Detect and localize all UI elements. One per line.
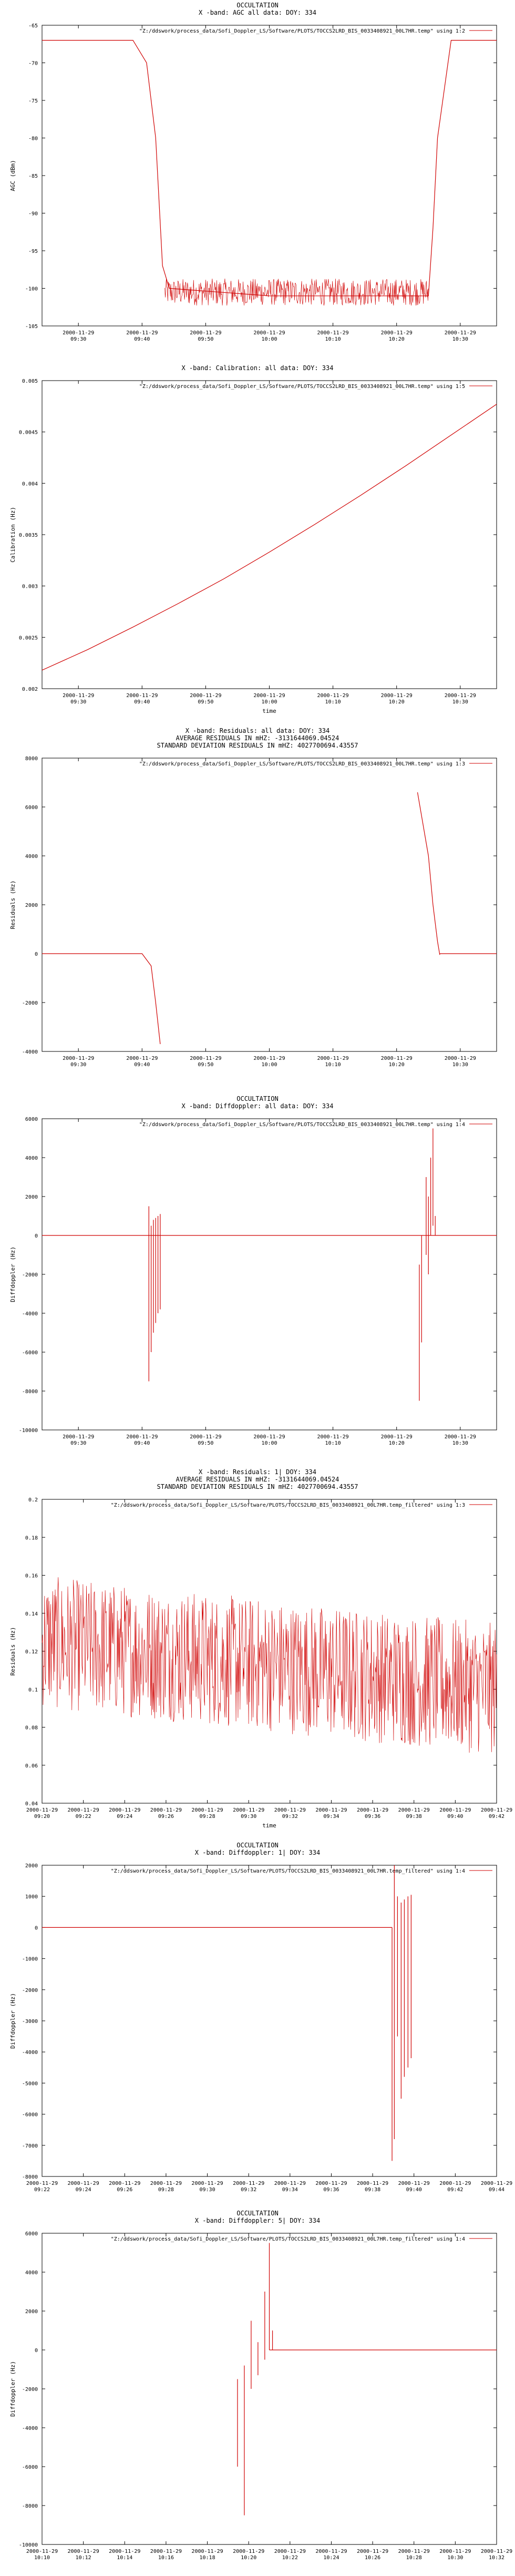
x-tick-label-time: 09:34 [323,1814,339,1819]
x-tick-label-time: 09:38 [406,1814,422,1819]
y-tick-label: 0 [34,2348,38,2354]
x-tick-label-time: 10:18 [199,2555,215,2561]
legend-label: "Z:/ddswork/process_data/Sofi_Doppler_LS/Software/PLOTS/TOCCS2LRD_BIS_0033408921_00L7HR.temp" using 1:5 [139,384,465,390]
chart-panel-6 [0,1840,515,2208]
series-segment [42,954,160,1044]
chart-title-line: X -band: Residuals: all data: DOY: 334 [185,727,330,734]
legend-label: "Z:/ddswork/process_data/Sofi_Doppler_LS/Software/PLOTS/TOCCS2LRD_BIS_0033408921_00L7HR.temp_filtered" using 1:4 [110,1868,465,1874]
y-tick-label: -100 [25,286,38,292]
x-tick-label-time: 10:30 [447,2555,464,2561]
x-tick-label-date: 2000-11-29 [63,330,95,336]
x-tick-label-time: 09:30 [70,699,87,705]
x-tick-label-date: 2000-11-29 [150,1807,182,1813]
x-tick-label-date: 2000-11-29 [356,1807,389,1813]
x-tick-label-time: 09:40 [134,336,150,342]
y-tick-label: -95 [28,249,38,254]
x-tick-label-time: 09:50 [198,1440,214,1446]
x-tick-label-time: 09:26 [158,1814,174,1819]
x-tick-label-time: 09:40 [447,1814,464,1819]
y-tick-label: 0.1 [28,1687,38,1693]
x-tick-label-date: 2000-11-29 [109,1807,141,1813]
x-tick-label-time: 09:30 [70,1062,87,1068]
x-tick-label-date: 2000-11-29 [109,2181,141,2186]
x-tick-label-date: 2000-11-29 [26,2181,58,2186]
x-tick-label-date: 2000-11-29 [253,693,285,699]
x-tick-label-date: 2000-11-29 [480,2181,513,2186]
x-tick-label-date: 2000-11-29 [150,2549,182,2554]
x-tick-label-date: 2000-11-29 [191,2549,223,2554]
y-tick-label: -10000 [18,2542,38,2548]
x-tick-label-date: 2000-11-29 [380,1056,413,1061]
chart-panel-1 [0,0,515,357]
y-tick-label: 2000 [25,1194,38,1200]
x-tick-label-time: 09:40 [134,699,150,705]
chart-title-line: X -band: Diffdoppler: 1| DOY: 334 [194,1849,321,1856]
chart-panel-7 [0,2208,515,2576]
chart-title-line: OCCULTATION [236,2,279,9]
x-tick-label-date: 2000-11-29 [63,1434,95,1440]
x-tick-label-date: 2000-11-29 [274,2181,306,2186]
y-tick-label: 0 [34,1925,38,1931]
y-tick-label: -2000 [22,1987,38,1994]
x-tick-label-time: 09:32 [282,1814,298,1819]
x-tick-label-time: 10:32 [488,2555,505,2561]
y-tick-label: 0.2 [28,1497,38,1503]
x-tick-label-time: 09:30 [70,1440,87,1446]
x-tick-label-time: 09:24 [75,2187,91,2193]
x-tick-label-time: 09:20 [34,1814,50,1819]
series-segment [417,792,439,955]
y-tick-label: 2000 [25,903,38,908]
chart-title-line: AVERAGE RESIDUALS IN mHZ: -3131644069.04524 [176,1476,339,1483]
y-axis-label: Residuals (Hz) [9,1627,16,1676]
x-tick-label-time: 09:30 [241,1814,257,1819]
x-tick-label-date: 2000-11-29 [444,1056,476,1061]
x-tick-label-date: 2000-11-29 [126,330,158,336]
x-tick-label-time: 10:20 [388,1062,405,1068]
x-tick-label-date: 2000-11-29 [315,1807,347,1813]
x-tick-label-date: 2000-11-29 [444,330,476,336]
x-tick-label-time: 09:34 [282,2187,298,2193]
series-noise [42,1577,497,1753]
x-tick-label-date: 2000-11-29 [398,1807,430,1813]
x-tick-label-time: 10:10 [325,1062,341,1068]
y-tick-label: 0.0035 [18,533,38,538]
x-tick-label-date: 2000-11-29 [480,2549,513,2554]
x-tick-label-time: 10:00 [261,1440,277,1446]
x-tick-label-time: 09:50 [198,1062,214,1068]
x-tick-label-date: 2000-11-29 [253,1434,285,1440]
x-tick-label-time: 10:10 [34,2555,50,2561]
x-tick-label-time: 10:20 [388,336,405,342]
x-tick-label-time: 09:50 [198,336,214,342]
y-axis-label: Diffdoppler (Hz) [9,1246,16,1302]
y-tick-label: 6000 [25,805,38,811]
x-tick-label-date: 2000-11-29 [191,2181,223,2186]
x-axis-label: time [262,1822,276,1829]
legend-label: "Z:/ddswork/process_data/Sofi_Doppler_LS/Software/PLOTS/TOCCS2LRD_BIS_0033408921_00L7HR.temp_filtered" using 1:4 [110,2236,465,2242]
series-line [42,40,497,296]
y-tick-label: 2000 [25,1863,38,1869]
x-tick-label-time: 10:10 [325,699,341,705]
chart-title-line: STANDARD DEVIATION RESIDUALS IN mHZ: 4027700694.43557 [157,742,358,749]
x-tick-label-date: 2000-11-29 [317,1056,349,1061]
x-tick-label-time: 10:28 [406,2555,422,2561]
x-tick-label-time: 09:40 [406,2187,422,2193]
y-tick-label: 0 [34,952,38,957]
x-tick-label-date: 2000-11-29 [380,693,413,699]
y-tick-label: 0.04 [25,1801,38,1807]
x-tick-label-time: 10:12 [75,2555,91,2561]
y-tick-label: -6000 [22,1350,38,1356]
x-tick-label-time: 09:32 [241,2187,257,2193]
series-noise [165,279,429,305]
y-tick-label: 0.003 [22,584,38,590]
x-tick-label-date: 2000-11-29 [233,2181,265,2186]
x-tick-label-date: 2000-11-29 [398,2549,430,2554]
x-tick-label-date: 2000-11-29 [26,2549,58,2554]
x-tick-label-date: 2000-11-29 [190,1056,222,1061]
x-tick-label-time: 09:36 [365,1814,381,1819]
legend-label: "Z:/ddswork/process_data/Sofi_Doppler_LS/Software/PLOTS/TOCCS2LRD_BIS_0033408921_00L7HR.temp" using 1:2 [139,28,465,34]
plot-frame [42,758,497,1051]
y-tick-label: 0.0025 [18,635,38,641]
plot-frame [42,1865,497,2176]
x-tick-label-date: 2000-11-29 [317,330,349,336]
y-tick-label: -6000 [22,2465,38,2470]
x-tick-label-date: 2000-11-29 [356,2181,389,2186]
x-tick-label-date: 2000-11-29 [67,2549,99,2554]
y-tick-label: 0.06 [25,1763,38,1769]
x-tick-label-time: 10:30 [452,699,468,705]
y-tick-label: 4000 [25,2270,38,2276]
chart-title-line: OCCULTATION [236,1842,279,1849]
x-tick-label-time: 09:38 [365,2187,381,2193]
y-tick-label: -2000 [22,2387,38,2393]
y-tick-label: 0.12 [25,1649,38,1655]
y-tick-label: 4000 [25,854,38,860]
x-tick-label-date: 2000-11-29 [317,693,349,699]
y-tick-label: -75 [28,98,38,104]
x-tick-label-date: 2000-11-29 [233,1807,265,1813]
x-tick-label-date: 2000-11-29 [444,1434,476,1440]
y-axis-label: Diffdoppler (Hz) [9,1993,16,2049]
y-tick-label: -7000 [22,2143,38,2149]
y-tick-label: 0.16 [25,1573,38,1579]
legend-label: "Z:/ddswork/process_data/Sofi_Doppler_LS/Software/PLOTS/TOCCS2LRD_BIS_0033408921_00L7HR.temp" using 1:4 [139,1122,465,1128]
legend-label: "Z:/ddswork/process_data/Sofi_Doppler_LS/Software/PLOTS/TOCCS2LRD_BIS_0033408921_00L7HR.temp" using 1:3 [139,761,465,767]
x-tick-label-time: 09:24 [117,1814,133,1819]
x-tick-label-time: 10:26 [365,2555,381,2561]
y-tick-label: -4000 [22,2426,38,2431]
y-tick-label: 8000 [25,756,38,762]
y-tick-label: -65 [28,23,38,29]
x-tick-label-date: 2000-11-29 [190,1434,222,1440]
y-tick-label: -70 [28,60,38,67]
x-tick-label-date: 2000-11-29 [253,330,285,336]
x-tick-label-date: 2000-11-29 [67,2181,99,2186]
x-tick-label-date: 2000-11-29 [190,693,222,699]
y-tick-label: 2000 [25,2309,38,2315]
y-tick-label: 6000 [25,1117,38,1122]
x-tick-label-date: 2000-11-29 [317,1434,349,1440]
x-tick-label-date: 2000-11-29 [63,693,95,699]
x-tick-label-time: 09:40 [134,1440,150,1446]
x-tick-label-date: 2000-11-29 [356,2549,389,2554]
x-tick-label-time: 09:44 [488,2187,505,2193]
y-axis-label: Calibration (Hz) [9,507,16,563]
x-tick-label-time: 10:20 [241,2555,257,2561]
x-tick-label-date: 2000-11-29 [233,2549,265,2554]
y-tick-label: -2000 [22,1272,38,1278]
series-line [42,404,497,670]
x-tick-label-time: 10:20 [388,1440,405,1446]
x-tick-label-date: 2000-11-29 [274,1807,306,1813]
y-tick-label: -5000 [22,2081,38,2087]
x-tick-label-date: 2000-11-29 [63,1056,95,1061]
x-tick-label-time: 09:22 [75,1814,91,1819]
x-tick-label-time: 09:26 [117,2187,133,2193]
x-tick-label-date: 2000-11-29 [439,1807,471,1813]
x-tick-label-time: 09:28 [158,2187,174,2193]
y-tick-label: 0 [34,1233,38,1239]
y-tick-label: -105 [25,324,38,330]
x-tick-label-date: 2000-11-29 [380,1434,413,1440]
y-tick-label: 0.0045 [18,430,38,436]
x-tick-label-time: 10:30 [452,1440,468,1446]
chart-title-line: OCCULTATION [236,1095,279,1102]
chart-panel-4 [0,1093,515,1461]
x-tick-label-date: 2000-11-29 [67,1807,99,1813]
y-tick-label: 1000 [25,1894,38,1900]
x-tick-label-time: 09:30 [70,336,87,342]
x-tick-label-time: 10:20 [388,699,405,705]
x-axis-label: time [262,708,276,714]
y-tick-label: -6000 [22,2112,38,2118]
y-tick-label: -2000 [22,1000,38,1006]
x-tick-label-date: 2000-11-29 [274,2549,306,2554]
plot-frame [42,381,497,689]
x-tick-label-time: 10:14 [117,2555,133,2561]
x-tick-label-time: 09:28 [199,1814,215,1819]
y-tick-label: -8000 [22,2503,38,2509]
x-tick-label-time: 10:10 [325,336,341,342]
x-tick-label-date: 2000-11-29 [190,330,222,336]
x-tick-label-date: 2000-11-29 [315,2181,347,2186]
chart-panel-5 [0,1467,515,1835]
y-tick-label: 4000 [25,1156,38,1161]
x-tick-label-time: 10:30 [452,336,468,342]
y-tick-label: -4000 [22,2050,38,2056]
x-tick-label-date: 2000-11-29 [26,1807,58,1813]
x-tick-label-time: 09:50 [198,699,214,705]
x-tick-label-date: 2000-11-29 [126,693,158,699]
y-tick-label: 0.002 [22,687,38,692]
chart-panel-2 [0,363,515,720]
x-tick-label-time: 10:30 [452,1062,468,1068]
legend-label: "Z:/ddswork/process_data/Sofi_Doppler_LS/Software/PLOTS/TOCCS2LRD_BIS_0033408921_00L7HR.temp_filtered" using 1:3 [110,1502,465,1508]
chart-title-line: X -band: Residuals: 1| DOY: 334 [199,1468,316,1476]
x-tick-label-time: 10:22 [282,2555,298,2561]
y-axis-label: AGC (dBm) [9,160,16,191]
x-tick-label-time: 09:30 [199,2187,215,2193]
x-tick-label-date: 2000-11-29 [480,1807,513,1813]
y-tick-label: 0.004 [22,481,38,487]
x-tick-label-date: 2000-11-29 [439,2181,471,2186]
chart-title-line: X -band: Diffdoppler: 5| DOY: 334 [194,2217,321,2224]
y-tick-label: -10000 [18,1428,38,1434]
x-tick-label-time: 10:16 [158,2555,174,2561]
x-tick-label-date: 2000-11-29 [380,330,413,336]
x-tick-label-time: 10:00 [261,336,277,342]
plot-frame [42,1499,497,1803]
x-tick-label-date: 2000-11-29 [150,2181,182,2186]
y-tick-label: 0.005 [22,379,38,384]
y-tick-label: 0.08 [25,1725,38,1731]
chart-panel-3 [0,725,515,1083]
x-tick-label-time: 09:36 [323,2187,339,2193]
chart-title-line: OCCULTATION [236,2210,279,2217]
y-axis-label: Residuals (Hz) [9,880,16,929]
y-tick-label: 0.18 [25,1535,38,1541]
x-tick-label-date: 2000-11-29 [439,2549,471,2554]
x-tick-label-time: 09:40 [134,1062,150,1068]
x-tick-label-time: 10:00 [261,699,277,705]
y-tick-label: -4000 [22,1049,38,1055]
x-tick-label-date: 2000-11-29 [109,2549,141,2554]
y-tick-label: -8000 [22,1389,38,1395]
x-tick-label-time: 09:42 [447,2187,464,2193]
y-tick-label: -1000 [22,1956,38,1962]
y-tick-label: -8000 [22,2174,38,2180]
x-tick-label-time: 10:00 [261,1062,277,1068]
x-tick-label-time: 10:10 [325,1440,341,1446]
x-tick-label-date: 2000-11-29 [398,2181,430,2186]
y-axis-label: Diffdoppler (Hz) [9,2361,16,2417]
y-tick-label: -85 [28,173,38,179]
chart-title-line: X -band: Diffdoppler: all data: DOY: 334 [181,1102,334,1110]
chart-title-line: AVERAGE RESIDUALS IN mHZ: -3131644069.04524 [176,734,339,742]
x-tick-label-time: 09:22 [34,2187,50,2193]
x-tick-label-time: 10:24 [323,2555,339,2561]
x-tick-label-date: 2000-11-29 [253,1056,285,1061]
y-tick-label: 0.14 [25,1611,38,1617]
x-tick-label-time: 09:42 [488,1814,505,1819]
y-tick-label: 6000 [25,2231,38,2237]
y-tick-label: -3000 [22,2019,38,2025]
y-tick-label: -80 [28,136,38,142]
chart-title-line: X -band: Calibration: all data: DOY: 334 [181,364,334,372]
y-tick-label: -4000 [22,1311,38,1317]
y-tick-label: -90 [28,211,38,217]
x-tick-label-date: 2000-11-29 [444,693,476,699]
chart-title-line: STANDARD DEVIATION RESIDUALS IN mHZ: 4027700694.43557 [157,1483,358,1490]
x-tick-label-date: 2000-11-29 [315,2549,347,2554]
x-tick-label-date: 2000-11-29 [191,1807,223,1813]
x-tick-label-date: 2000-11-29 [126,1434,158,1440]
x-tick-label-date: 2000-11-29 [126,1056,158,1061]
chart-title-line: X -band: AGC all data: DOY: 334 [199,9,316,16]
